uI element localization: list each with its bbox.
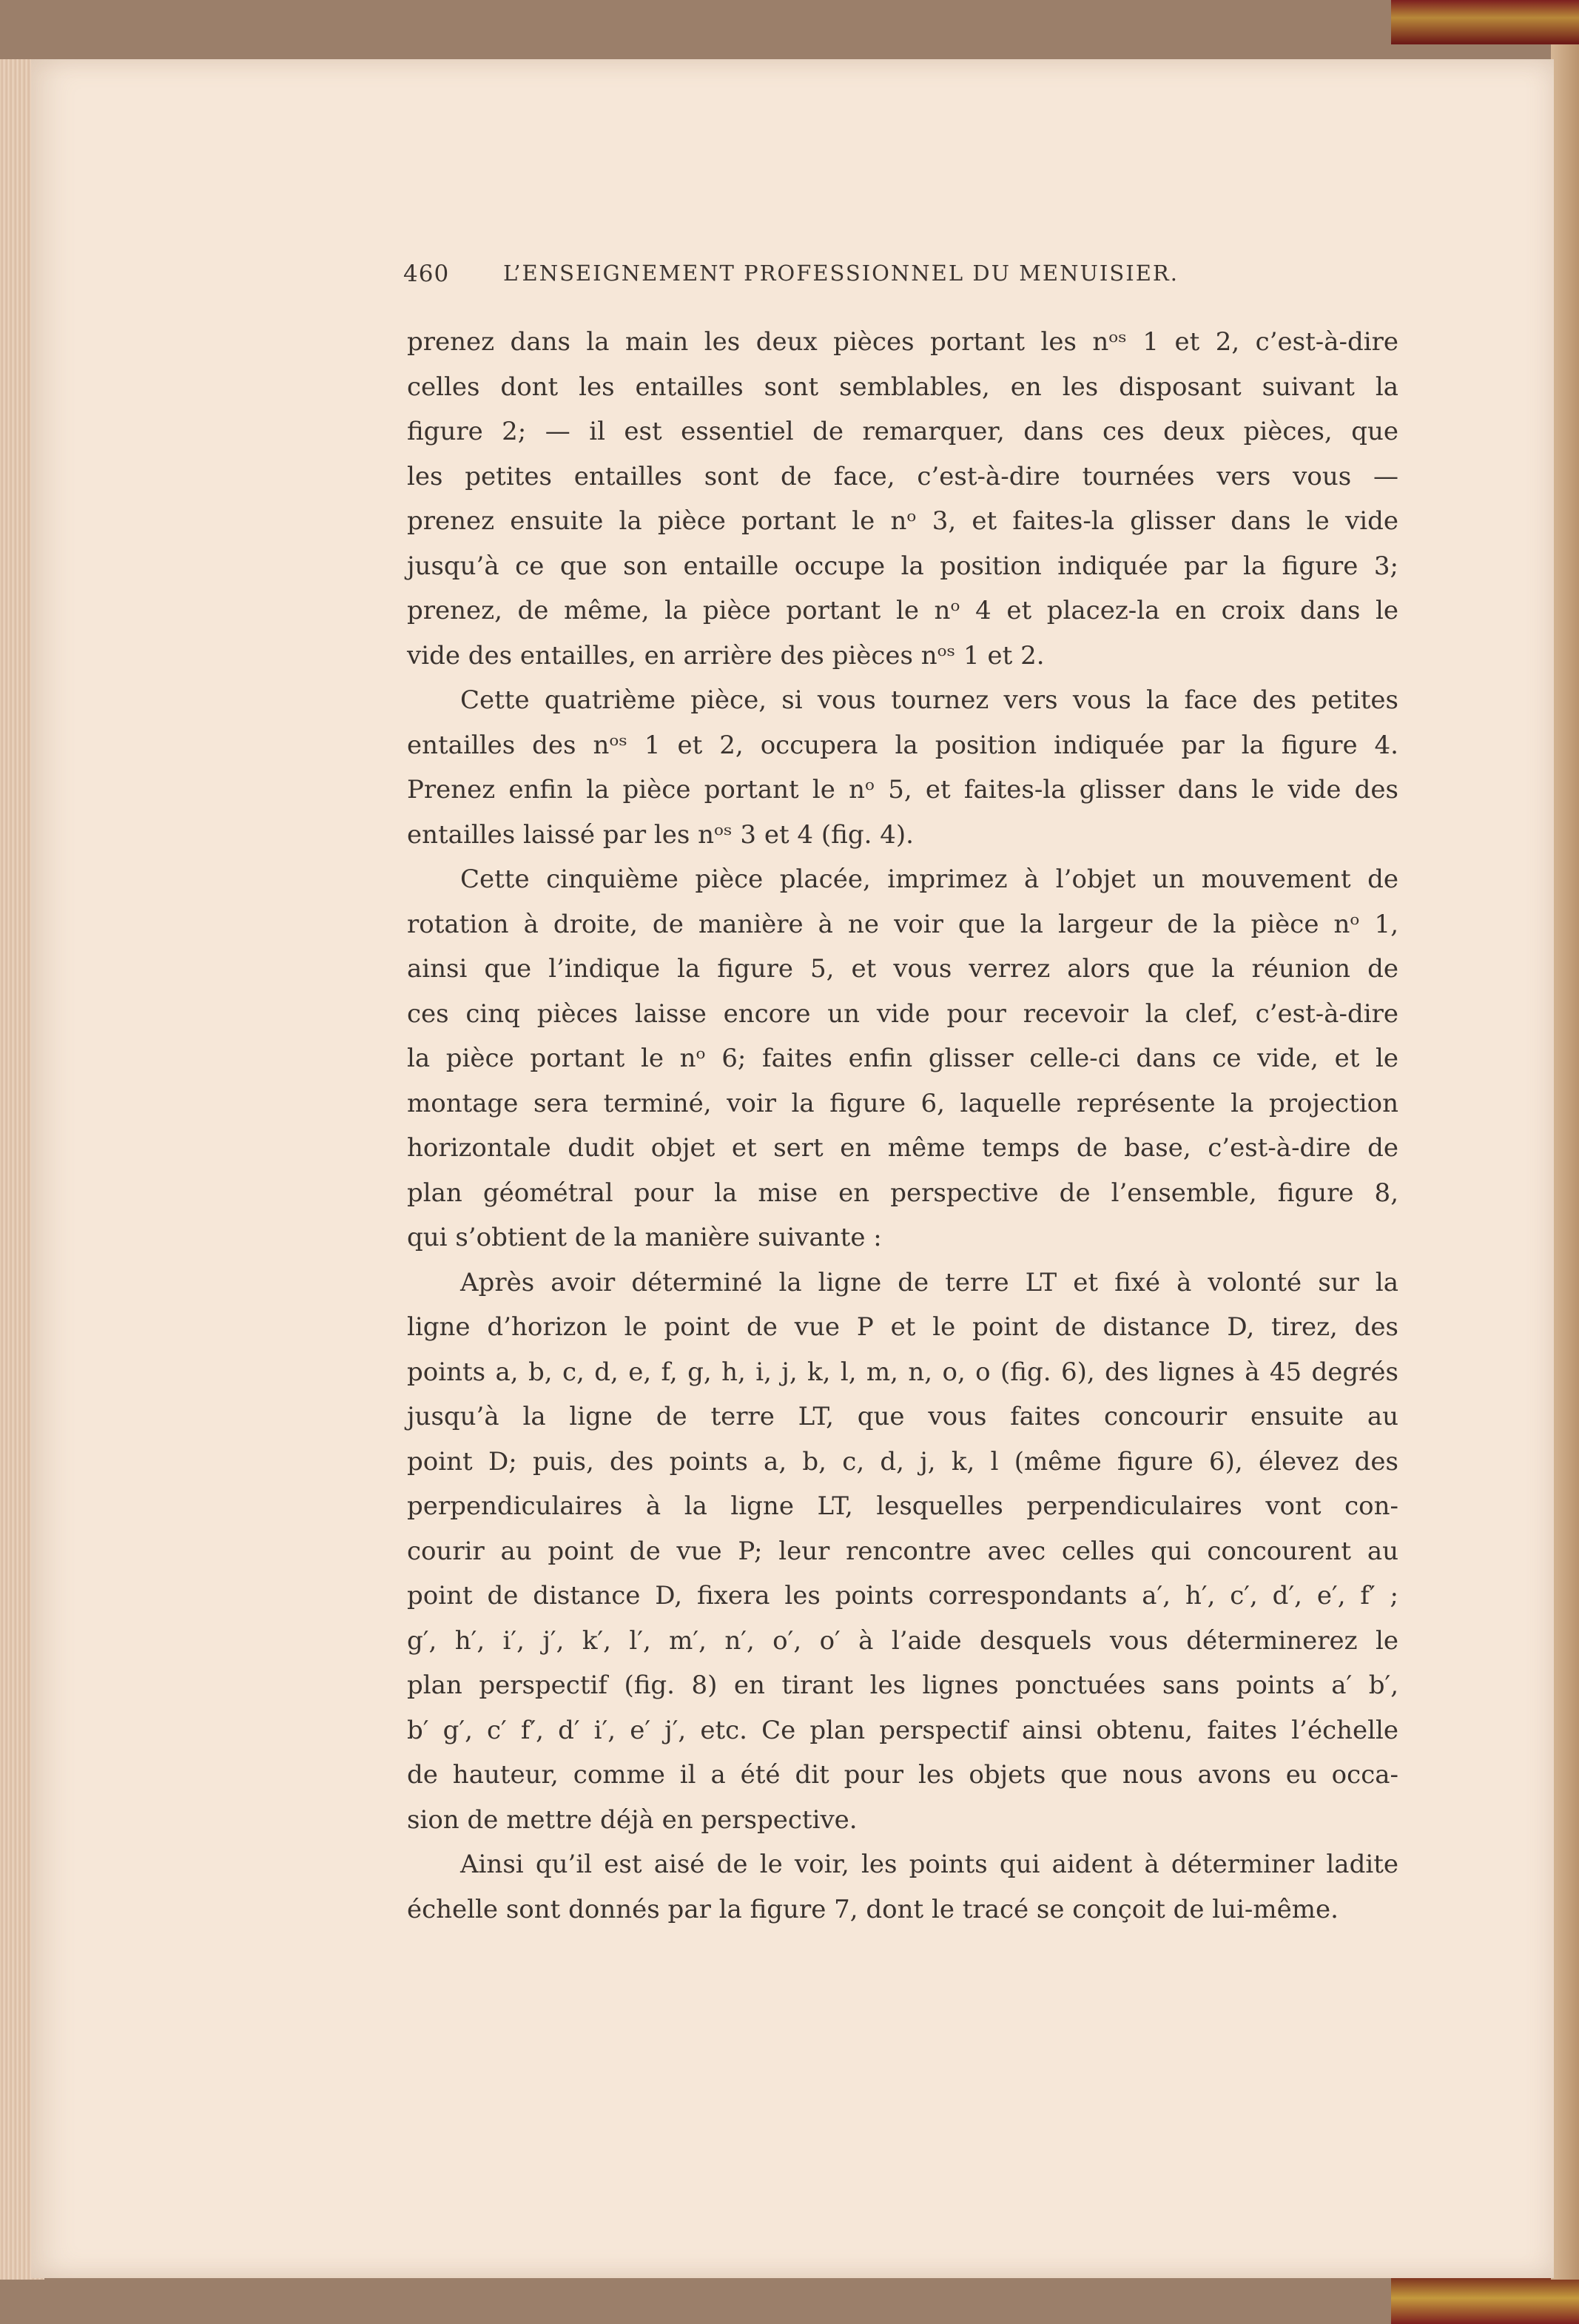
text-line: celles dont les entailles sont semblables, en les disposant suivant la (407, 372, 1398, 402)
text-line: Après avoir déterminé la ligne de terre LT et fixé à volonté sur la (460, 1267, 1398, 1297)
text-line: entailles des nᵒˢ 1 et 2, occupera la position indiquée par la figure 4. (407, 730, 1398, 760)
page-edge-right (1551, 44, 1579, 2280)
book-edge-top (1391, 0, 1579, 44)
text-line: figure 2; — il est essentiel de remarquer, dans ces deux pièces, que (407, 417, 1398, 446)
text-line: Prenez enfin la pièce portant le nᵒ 5, et faites-la glisser dans le vide des (407, 775, 1398, 805)
paragraph (407, 857, 1398, 1260)
text-line: ligne d’horizon le point de vue P et le point de distance D, tirez, des (407, 1312, 1398, 1342)
paragraph (407, 320, 1398, 678)
text-line: Cette quatrième pièce, si vous tournez vers vous la face des petites (460, 685, 1398, 715)
text-line: perpendiculaires à la ligne LT, lesquelles perpendiculaires vont con- (407, 1491, 1398, 1521)
running-title: L’ENSEIGNEMENT PROFESSIONNEL DU MENUISIER. (503, 261, 1179, 286)
text-line: plan géométral pour la mise en perspective de l’ensemble, figure 8, (407, 1178, 1398, 1208)
paragraph (407, 1842, 1398, 1932)
text-line: b′ g′, c′ f′, d′ i′, e′ j′, etc. Ce plan perspectif ainsi obtenu, faites l’échelle (407, 1715, 1398, 1745)
paragraph (407, 678, 1398, 857)
text-line: qui s’obtient de la manière suivante : (407, 1223, 882, 1252)
text-line: la pièce portant le nᵒ 6; faites enfin glisser celle-ci dans ce vide, et le (407, 1044, 1398, 1073)
text-line: point de distance D, fixera les points correspondants a′, h′, c′, d′, e′, f′ ; (407, 1581, 1398, 1611)
paragraph (407, 1260, 1398, 1843)
text-line: prenez dans la main les deux pièces portant les nᵒˢ 1 et 2, c’est-à-dire (407, 327, 1398, 357)
text-line: courir au point de vue P; leur rencontre avec celles qui concourent au (407, 1536, 1398, 1566)
body-text (407, 320, 1398, 1932)
text-line: jusqu’à la ligne de terre LT, que vous faites concourir ensuite au (407, 1402, 1398, 1431)
text-line: échelle sont donnés par la figure 7, dont le tracé se conçoit de lui-même. (407, 1894, 1339, 1924)
text-line: entailles laissé par les nᵒˢ 3 et 4 (fig. 4). (407, 819, 914, 850)
text-line: plan perspectif (fig. 8) en tirant les lignes ponctuées sans points a′ b′, (407, 1670, 1398, 1700)
text-line: Cette cinquième pièce placée, imprimez à l’objet un mouvement de (460, 864, 1398, 894)
book-edge-bottom (1391, 2272, 1579, 2324)
running-header (403, 261, 1276, 290)
text-line: sion de mettre déjà en perspective. (407, 1804, 858, 1835)
text-line: vide des entailles, en arrière des pièces nᵒˢ 1 et 2. (407, 640, 1045, 671)
text-line: de hauteur, comme il a été dit pour les objets que nous avons eu occa- (407, 1760, 1398, 1790)
text-line: horizontale dudit objet et sert en même temps de base, c’est-à-dire de (407, 1133, 1398, 1163)
text-line: jusqu’à ce que son entaille occupe la position indiquée par la figure 3; (407, 551, 1398, 581)
page-number: 460 (403, 261, 450, 287)
text-line: ainsi que l’indique la figure 5, et vous verrez alors que la réunion de (407, 954, 1398, 984)
text-line: rotation à droite, de manière à ne voir que la largeur de la pièce nᵒ 1, (407, 909, 1398, 939)
text-line: point D; puis, des points a, b, c, d, j, k, l (même figure 6), élevez des (407, 1446, 1398, 1477)
text-line: ces cinq pièces laisse encore un vide pour recevoir la clef, c’est-à-dire (407, 998, 1398, 1029)
text-line: les petites entailles sont de face, c’est-à-dire tournées vers vous — (407, 461, 1398, 491)
text-line: Ainsi qu’il est aisé de le voir, les points qui aident à déterminer ladite (460, 1850, 1398, 1879)
text-line: points a, b, c, d, e, f, g, h, i, j, k, l, m, n, o, o (fig. 6), des lignes à 45 degrés (407, 1357, 1398, 1387)
text-line: prenez ensuite la pièce portant le nᵒ 3, et faites-la glisser dans le vide (407, 506, 1398, 536)
text-line: prenez, de même, la pièce portant le nᵒ 4 et placez-la en croix dans le (407, 596, 1398, 625)
text-line: g′, h′, i′, j′, k′, l′, m′, n′, o′, o′ à l’aide desquels vous déterminerez le (407, 1625, 1398, 1656)
text-line: montage sera terminé, voir la figure 6, laquelle représente la projection (407, 1088, 1398, 1118)
